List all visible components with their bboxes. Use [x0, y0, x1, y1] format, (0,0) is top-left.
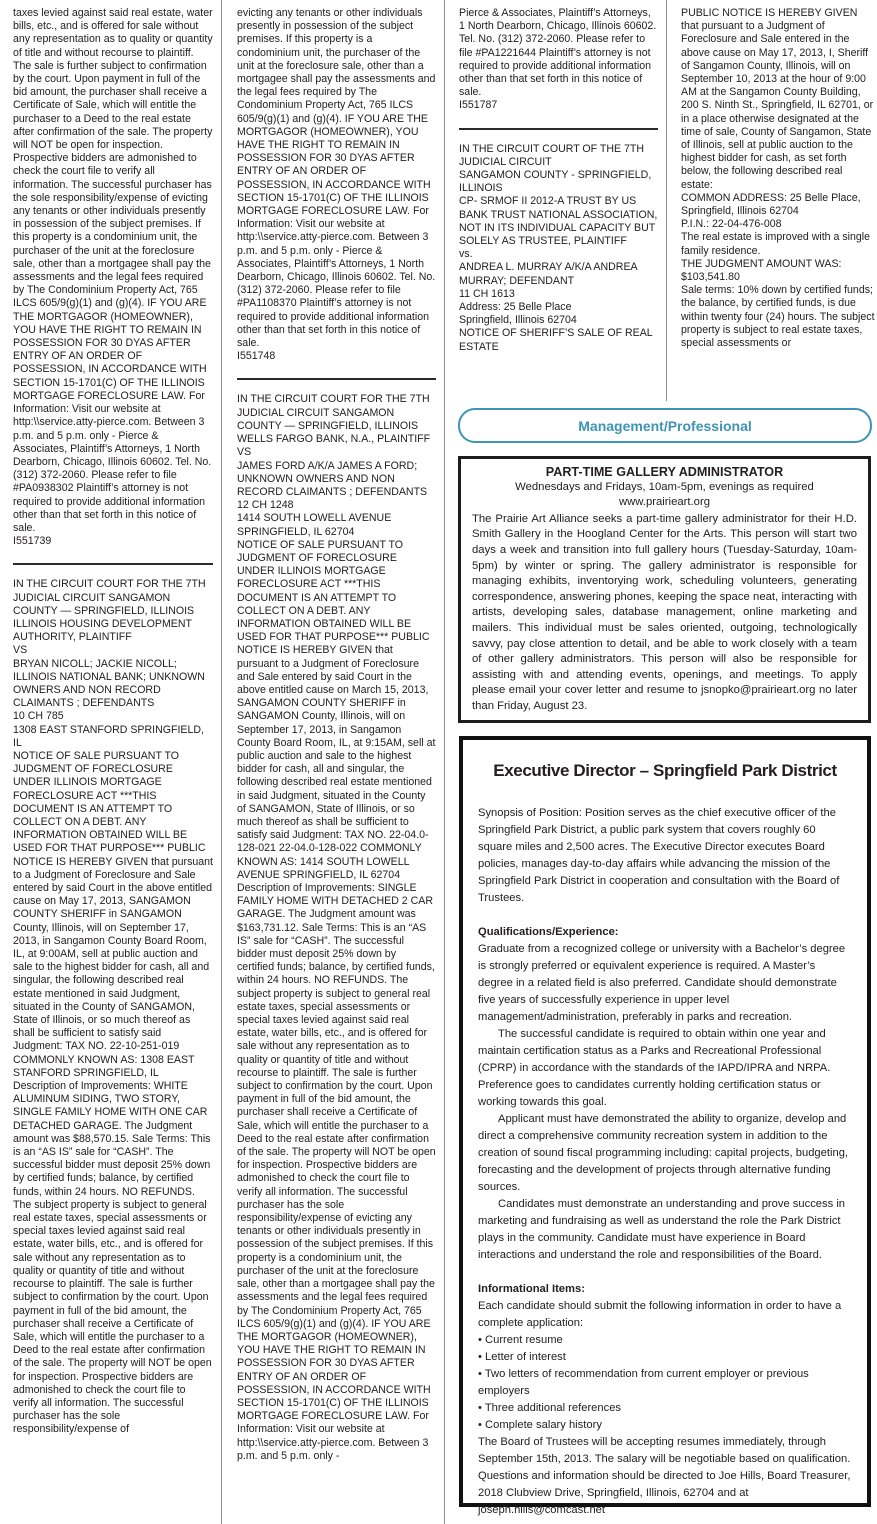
- ad-section-heading: Qualifications/Experience:: [478, 926, 619, 938]
- legal-notice-text: 1308 EAST STANFORD SPRINGFIELD, IL: [13, 723, 204, 749]
- legal-notice-text: COMMON ADDRESS: 25 Belle Place, Springfield, Illinois 62704: [681, 191, 861, 218]
- ad-paragraph: Synopsis of Position: Position serves as the chief executive officer of the Springfield Park District, a public park system that covers roughly 60 square miles and 2,500 acres. The Executive Director executes Board policies, manages day-to-day affairs while advancing the mission of the Springfield Park District in cooperation and consultation with the Board of Trustees.: [478, 807, 840, 904]
- legal-notice-text: NOTICE OF SALE PURSUANT TO JUDGMENT OF FORECLOSURE UNDER ILLINOIS MORTGAGE FORECLOSURE ACT ***THIS DOCUMENT IS AN ATTEMPT TO COLLECT ON A DEBT. ANY INFORMATION OBTAINED WILL BE USED FOR THAT PURPOSE*** PUBLIC NOTICE IS HEREBY GIVEN that pursuant to a Judgment of Foreclosure and Sale entered by said Court in the above entitled cause on March 15, 2013, SANGAMON COUNTY SHERIFF in SANGAMON County, Illinois, will on September 17, 2013, in Sangamon County Board Room, IL, at 9:15AM, sell at public auction and sale to the highest bidder for cash, all and singular, the following described real estate mentioned in said Judgment, situated in the County of SANGAMON, State of Illinois, or so much thereof as shall be sufficient to satisfy said Judgment: TAX NO. 22-04.0-128-021 22-04.0-128-022 COMMONLY KNOWN AS: 1414 SOUTH LOWELL AVENUE SPRINGFIELD, IL 62704 Description of Improvements: SINGLE FAMILY HOME WITH DETACHED 2 CAR GARAGE. The Judgment amount was $163,731.12. Sale Terms: This is an “AS IS” sale for “CASH”. The successful bidder must deposit 25% down by certified funds; balance, by certified funds, within 24 hours. NO REFUNDS. The subject property is subject to general real estate taxes, special assessments or special taxes levied against said real estate, water bills, etc., and is offered for sale without any representation as to quality or quantity of title and without recourse to plaintiff. The sale is further subject to confirmation by the court. Upon payment in full of the bid amount, the purchaser shall receive a Certificate of Sale, which will entitle the purchaser to a Deed to the real estate after confirmation of the sale. The property will NOT be open for inspection. Prospective bidders are admonished to check the court file to verify all information. The successful purchaser has the sole responsibility/expense of evicting any tenants or other individuals presently in possession of the subject premises. If this property is a condominium unit, the purchaser of the unit at the foreclosure sale, other than a mortgagee shall pay the assessments and the legal fees required by The Condominium Property Act, 765 ILCS 605/9(g)(1) and (g)(4). IF YOU ARE THE MORTGAGOR (HOMEOWNER), YOU HAVE THE RIGHT TO REMAIN IN POSSESSION FOR 30 DYAS AFTER ENTRY OF AN ORDER OF POSSESSION, IN ACCORDANCE WITH SECTION 15-1701(C) OF THE ILLINOIS MORTGAGE FORECLOSURE LAW. For Information: Visit our website at http:\\service.atty-pierce.com. Between 3 p.m. and 5 p.m. only -: [237, 538, 436, 1462]
- legal-notice-text: Springfield, Illinois 62704: [459, 314, 577, 327]
- ad-bullet-item: • Two letters of recommendation from current employer or previous employers: [478, 1368, 809, 1397]
- gallery-ad-schedule: Wednesdays and Fridays, 10am-5pm, evenings as required: [515, 481, 814, 493]
- legal-notice-text: THE JUDGMENT AMOUNT WAS: $103,541.80: [681, 257, 842, 284]
- legal-notice-text: 12 CH 1248: [237, 499, 294, 512]
- executive-director-ad-title: Executive Director – Springfield Park District: [493, 761, 837, 780]
- gallery-administrator-ad: [458, 456, 871, 723]
- legal-notices-column-2: [237, 7, 436, 1463]
- gallery-ad-title: PART-TIME GALLERY ADMINISTRATOR: [545, 465, 784, 479]
- legal-notice-text: NOTICE OF SHERIFF’S SALE OF REAL ESTATE: [459, 327, 653, 353]
- legal-notice-text: VS: [13, 644, 28, 657]
- legal-notice-text: IN THE CIRCUIT COURT FOR THE 7TH JUDICIAL CIRCUIT SANGAMON COUNTY — SPRINGFIELD, ILLINOIS ILLINOIS HOUSING DEVELOPMENT AUTHORITY, PLAINTIFF: [13, 578, 206, 644]
- section-header-label: Management/Professional: [578, 417, 752, 434]
- column-divider-1: [221, 0, 222, 1524]
- legal-notice-text: The real estate is improved with a single family residence.: [681, 231, 871, 257]
- legal-notice-text: VS: [237, 446, 252, 459]
- column-divider-3: [666, 0, 667, 401]
- legal-notices-column-4: [681, 7, 875, 350]
- ad-paragraph: Applicant must have demonstrated the ability to organize, develop and direct a comprehensive community recreation system in addition to the creation of sound fiscal programming including: capital projects, budgeting, forecasting and the development of projects through alternative funding sources.: [478, 1113, 849, 1193]
- section-header-management-professional: [458, 408, 872, 443]
- legal-notice-text: JAMES FORD A/K/A JAMES A FORD; UNKNOWN OWNERS AND NON RECORD CLAIMANTS ; DEFENDANTS: [237, 459, 428, 498]
- legal-notice-text: Sale terms: 10% down by certified funds; the balance, by certified funds, is due within twenty four (24) hours. The subject property is subject to real estate taxes, special assessments or: [681, 284, 875, 350]
- ad-bullet-item: • Current resume: [478, 1334, 563, 1346]
- notice-separator-rule: [459, 128, 658, 130]
- column-divider-2: [444, 0, 445, 1524]
- legal-notice-text: I551748: [237, 350, 276, 363]
- notice-separator-rule: [237, 378, 436, 380]
- legal-notice-text: 11 CH 1613: [459, 287, 515, 300]
- legal-notice-text: IN THE CIRCUIT COURT FOR THE 7TH JUDICIAL CIRCUIT SANGAMON COUNTY — SPRINGFIELD, ILLINOIS WELLS FARGO BANK, N.A., PLAINTIFF: [237, 393, 431, 446]
- ad-bullet-item: • Complete salary history: [478, 1419, 602, 1431]
- ad-paragraph: The Board of Trustees will be accepting resumes immediately, through September 15th, 2013. The salary will be negotiable based on qualification. Questions and information should be directed to Joe Hills, Board Treasurer, 2018 Clubview Drive, Springfield, Illinois, 62704 and at joseph.hills@comcast.net: [478, 1436, 851, 1516]
- legal-notice-text: evicting any tenants or other individuals presently in possession of the subject premises. If this property is a condominium unit, the purchaser of the unit at the foreclosure sale, other than a mortgagee shall pay the assessments and the legal fees required by The Condominium Property Act, 765 ILCS 605/9(g)(1) and (g)(4). IF YOU ARE THE MORTGAGOR (HOMEOWNER), YOU HAVE THE RIGHT TO REMAIN IN POSSESSION FOR 30 DYAS AFTER ENTRY OF AN ORDER OF POSSESSION, IN ACCORDANCE WITH SECTION 15-1701(C) OF THE ILLINOIS MORTGAGE FORECLOSURE LAW. For Information: Visit our website at http:\\service.atty-pierce.com. Between 3 p.m. and 5 p.m. only - Pierce & Associates, Plaintiff’s Attorneys, 1 North Dearborn, Chicago, Illinois 60602. Tel. No. (312) 372-2060. Please refer to file #PA1108370 Plaintiff’s attorney is not required to provide additional information other than that set forth in this notice of sale.: [237, 7, 436, 350]
- legal-notice-text: 10 CH 785: [13, 710, 64, 723]
- legal-notice-text: SANGAMON COUNTY - SPRINGFIELD, ILLINOIS: [459, 169, 652, 195]
- legal-notice-text: P.I.N.: 22-04-476-008: [681, 218, 782, 231]
- notice-separator-rule: [13, 563, 213, 565]
- ad-paragraph: Graduate from a recognized college or university with a Bachelor’s degree is strongly preferred or equivalent experience is required. A Master’s degree in a related field is also preferred. Candidate should demonstrate five years of successfully experience in upper level management/administration, preferably in parks and recreation.: [478, 943, 846, 1023]
- gallery-ad-body: The Prairie Art Alliance seeks a part-time gallery administrator for their H.D. Smith Gallery in the Hoogland Center for the Arts. This person will start two days a week and transition into full gallery hours (Tuesday-Saturday, 10am-5pm) by winter or spring. The gallery administrator is responsible for managing exhibits, inventorying work, scheduling volunteers, generating correspondence, answering phones, keeping the space neat, interacting with artists, developing sales, database management, online marketing and mailers. This individual must be sales oriented, outgoing, technologically savvy, pay close attention to detail, and be able to work closely with a team of other gallery administrators. This person will also be responsible for assisting with and attending events, openings, and meetings. To apply please email your cover letter and resume to jsnopko@prairieart.org no later than Friday, August 23.: [472, 512, 857, 712]
- ad-paragraph: Each candidate should submit the following information in order to have a complete application:: [478, 1300, 842, 1329]
- ad-bullet-item: • Three additional references: [478, 1402, 622, 1414]
- legal-notice-text: NOTICE OF SALE PURSUANT TO JUDGMENT OF FORECLOSURE UNDER ILLINOIS MORTGAGE FORECLOSURE ACT ***THIS DOCUMENT IS AN ATTEMPT TO COLLECT ON A DEBT. ANY INFORMATION OBTAINED WILL BE USED FOR THAT PURPOSE*** PUBLIC NOTICE IS HEREBY GIVEN that pursuant to a Judgment of Foreclosure and Sale entered by said Court in the above entitled cause on May 17, 2013, SANGAMON COUNTY SHERIFF in SANGAMON County, Illinois, will on September 17, 2013, in Sangamon County Board Room, IL, at 9:00AM, sell at public auction and sale to the highest bidder for cash, all and singular, the following described real estate mentioned in said Judgment, situated in the County of SANGAMON, State of Illinois, or so much thereof as shall be sufficient to satisfy said Judgment: TAX NO. 22-10-251-019 COMMONLY KNOWN AS: 1308 EAST STANFORD SPRINGFIELD, IL Description of Improvements: WHITE ALUMINUM SIDING, TWO STORY, SINGLE FAMILY HOME WITH ONE CAR DETACHED GARAGE. The Judgment amount was $88,570.15. Sale Terms: This is an “AS IS” sale for “CASH”. The successful bidder must deposit 25% down by certified funds; balance, by certified funds, within 24 hours. NO REFUNDS. The subject property is subject to general real estate taxes, special assessments or special taxes levied against said real estate, water bills, etc., and is offered for sale without any representation as to quality or quantity of title and without recourse to plaintiff. The sale is further subject to confirmation by the court. Upon payment in full of the bid amount, the purchaser shall receive a Certificate of Sale, which will entitle the purchaser to a Deed to the real estate after confirmation of the sale. The property will NOT be open for inspection. Prospective bidders are admonished to check the court file to verify all information. The successful purchaser has the sole responsibility/expense of: [13, 749, 213, 1436]
- legal-notice-text: I551739: [13, 535, 52, 548]
- legal-notice-text: Address: 25 Belle Place: [459, 301, 572, 314]
- legal-notice-text: vs.: [459, 248, 473, 261]
- executive-director-ad-body: [478, 805, 852, 1519]
- executive-director-ad: [459, 736, 871, 1516]
- ad-paragraph: Candidates must demonstrate an understanding and prove success in marketing and fundraising as well as understand the role the Park District plays in the community. Candidate must have experience in Board interactions and understand the role and responsibilities of the Board.: [478, 1198, 846, 1261]
- legal-notice-text: PUBLIC NOTICE IS HEREBY GIVEN that pursuant to a Judgment of Foreclosure and Sale entered in the above cause on May 17, 2013, I, Sheriff of Sangamon County, Illinois, will on September 10, 2013 at the hour of 9:00 AM at the Sangamon County Building, 200 S. Ninth St., Springfield, IL 62701, or in a place otherwise designated at the time of sale, County of Sangamon, State of Illinois, sell at public auction to the highest bidder for cash, as set forth below, the following described real estate:: [681, 7, 874, 191]
- paragraph-spacer: [478, 907, 852, 924]
- legal-notice-text: 1414 SOUTH LOWELL AVENUE SPRINGFIELD, IL 62704: [237, 512, 392, 538]
- legal-notice-text: Pierce & Associates, Plaintiff’s Attorneys, 1 North Dearborn, Chicago, Illinois 60602. Tel. No. (312) 372-2060. Please refer to file #PA1221644 Plaintiff’s attorney is not required to provide additional information other than that set forth in this notice of sale.: [459, 7, 657, 99]
- ad-section-heading: Informational Items:: [478, 1283, 585, 1295]
- legal-notices-column-1: [13, 7, 213, 1437]
- ad-bullet-item: • Letter of interest: [478, 1351, 566, 1363]
- legal-notice-text: taxes levied against said real estate, water bills, etc., and is offered for sale without any representation as to quality or quantity of title and without recourse to plaintiff. The sale is further subject to confirmation by the court. Upon payment in full of the bid amount, the purchaser shall receive a Certificate of Sale, which will entitle the purchaser to a Deed to the real estate after confirmation of the sale. The property will NOT be open for inspection. Prospective bidders are admonished to check the court file to verify all information. The successful purchaser has the sole responsibility/expense of evicting any tenants or other individuals presently in possession of the subject premises. If this property is a condominium unit, the purchaser of the unit at the foreclosure sale, other than a mortgagee shall pay the assessments and the legal fees required by The Condominium Property Act, 765 ILCS 605/9(g)(1) and (g)(4). IF YOU ARE THE MORTGAGOR (HOMEOWNER), YOU HAVE THE RIGHT TO REMAIN IN POSSESSION FOR 30 DYAS AFTER ENTRY OF AN ORDER OF POSSESSION, IN ACCORDANCE WITH SECTION 15-1701(C) OF THE ILLINOIS MORTGAGE FORECLOSURE LAW. For Information: Visit our website at http:\\service.atty-pierce.com. Between 3 p.m. and 5 p.m. only - Pierce & Associates, Plaintiff’s Attorneys, 1 North Dearborn, Chicago, Illinois 60602. Tel. No. (312) 372-2060. Please refer to file #PA0938302 Plaintiff’s attorney is not required to provide additional information other than that set forth in this notice of sale.: [13, 7, 213, 534]
- gallery-ad-website: www.prairieart.org: [618, 496, 711, 509]
- legal-notice-text: I551787: [459, 99, 498, 112]
- legal-notice-text: CP- SRMOF II 2012-A TRUST BY US BANK TRUST NATIONAL ASSOCIATION, NOT IN ITS INDIVIDUAL CAPACITY BUT SOLELY AS TRUSTEE, PLAINTIFF: [459, 195, 658, 248]
- ad-paragraph: The successful candidate is required to obtain within one year and maintain certification status as a Parks and Recreational Professional (CPRP) in accordance with the standards of the IAPD/IPRA and NRPA. Preference goes to candidates currently holding certification status or working towards this goal.: [478, 1028, 831, 1108]
- legal-notice-text: ANDREA L. MURRAY A/K/A ANDREA MURRAY; DEFENDANT: [459, 261, 637, 287]
- paragraph-spacer: [478, 1264, 852, 1281]
- legal-notices-column-3: [459, 7, 658, 354]
- legal-notice-text: BRYAN NICOLL; JACKIE NICOLL; ILLINOIS NATIONAL BANK; UNKNOWN OWNERS AND NON RECORD CLAIMANTS ; DEFENDANTS: [13, 657, 205, 710]
- legal-notice-text: IN THE CIRCUIT COURT OF THE 7TH JUDICIAL CIRCUIT: [459, 142, 645, 168]
